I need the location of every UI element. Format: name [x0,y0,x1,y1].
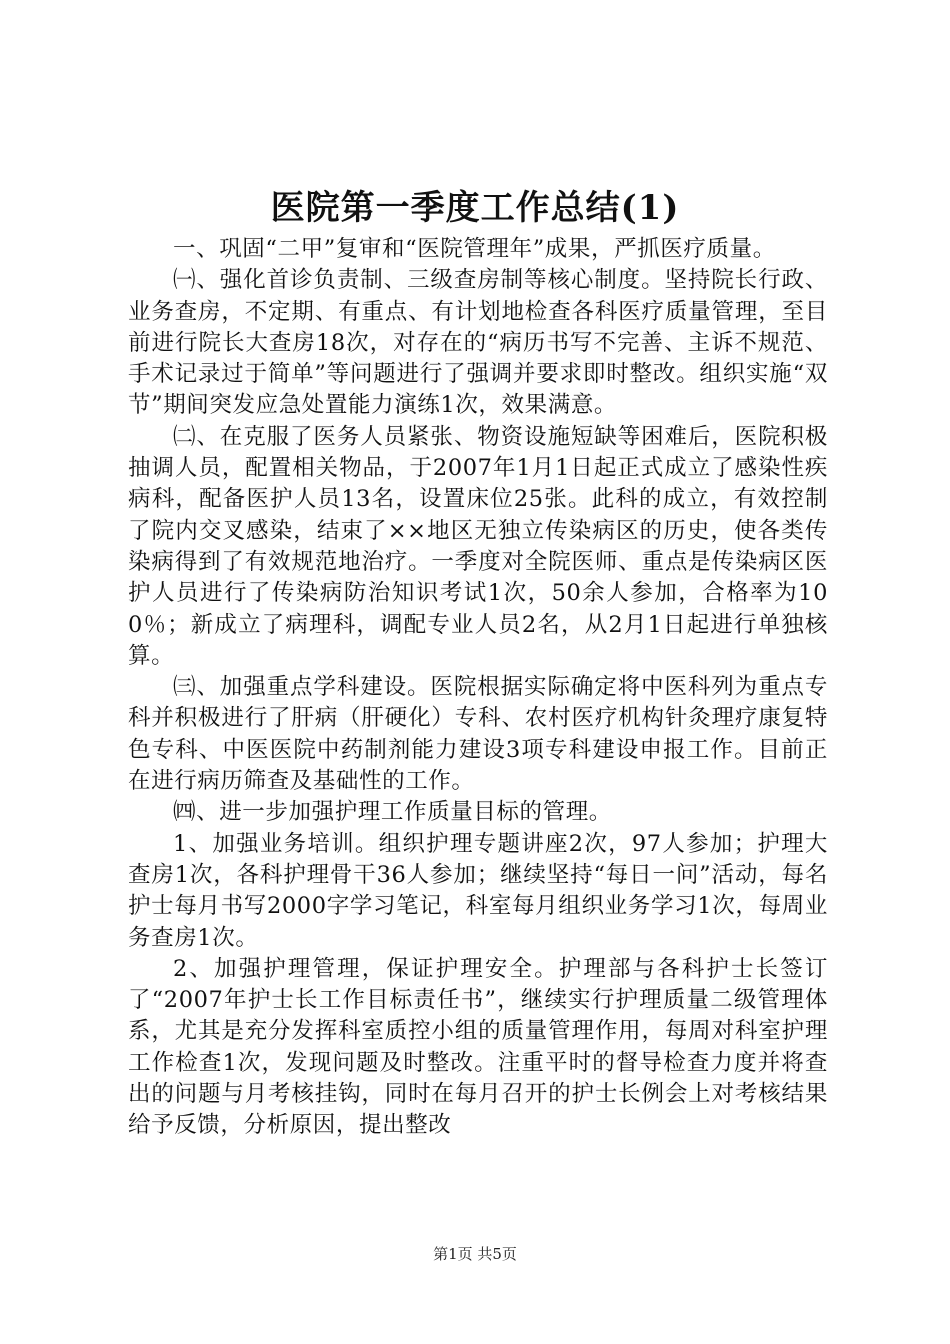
paragraph-item-1: ㈠、强化首诊负责制、三级查房制等核心制度。坚持院长行政、业务查房，不定期、有重点、有计划地检查各科医疗质量管理，至目前进行院长大查房18次，对存在的“病历书写不完善、主诉不规范、手术记录过于简单”等问题进行了强调并要求即时整改。组织实施“双节”期间突发应急处置能力演练1次，效果满意。 [128,267,828,419]
document-title: 医院第一季度工作总结(1) [270,188,680,228]
paragraph-subitem-2: 2、加强护理管理，保证护理安全。护理部与各科护士长签订了“2007年护士长工作目标责任书”，继续实行护理质量二级管理体系，尤其是充分发挥科室质控小组的质量管理作用，每周对科室护理工作检查1次，发现问题及时整改。注重平时的督导检查力度并将查出的问题与月考核挂钩，同时在每月召开的护士长例会上对考核结果给予反馈，分析原因，提出整改 [128,955,828,1139]
paragraph-item-4: ㈣、进一步加强护理工作质量目标的管理。 [173,799,612,826]
document-body [128,234,828,1142]
paragraph-item-3: ㈢、加强重点学科建设。医院根据实际确定将中医科列为重点专科并积极进行了肝病（肝硬化）专科、农村医疗机构针灸理疗康复特色专科、中医医院中药制剂能力建设3项专科建设申报工作。目前正在进行病历筛查及基础性的工作。 [128,674,828,795]
paragraph-section-1: 一、巩固“二甲”复审和“医院管理年”成果，严抓医疗质量。 [173,236,776,262]
paragraph-subitem-1: 1、加强业务培训。组织护理专题讲座2次，97人参加；护理大查房1次，各科护理骨干36人参加；继续坚持“每日一问”活动，每名护士每月书写2000字学习笔记，科室每月组织业务学习1次，每周业务查房1次。 [128,830,828,951]
paragraph-item-2: ㈡、在克服了医务人员紧张、物资设施短缺等困难后，医院积极抽调人员，配置相关物品，于2007年1月1日起正式成立了感染性疾病科，配备医护人员13名，设置床位25张。此科的成立，有效控制了院内交叉感染，结束了××地区无独立传染病区的历史，使各类传染病得到了有效规范地治疗。一季度对全院医师、重点是传染病区医护人员进行了传染病防治知识考试1次，50余人参加，合格率为100％；新成立了病理科，调配专业人员2名，从2月1日起进行单独核算。 [128,423,828,669]
page-number-footer: 第1页 共5页 [433,1245,517,1263]
